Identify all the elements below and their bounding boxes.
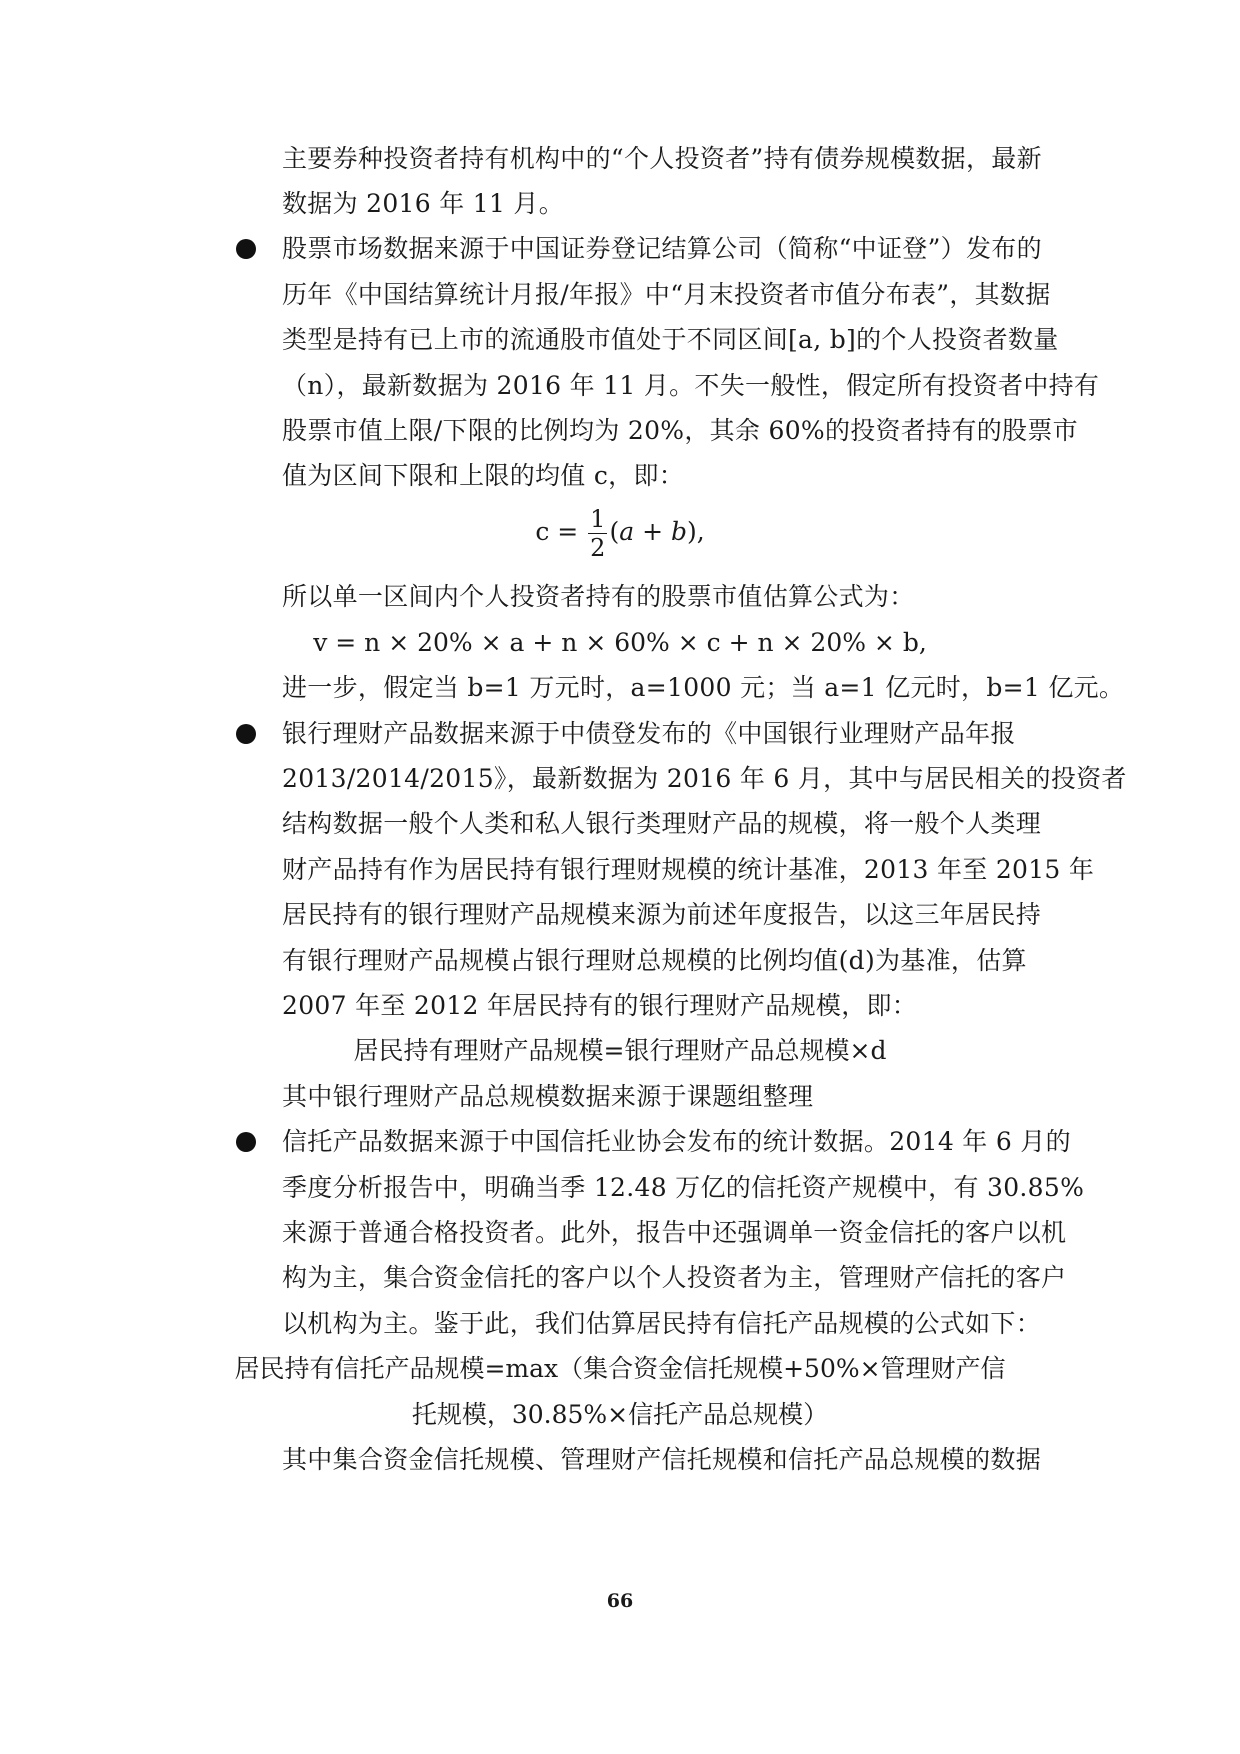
formula-bank-wealth: 居民持有理财产品规模=银行理财产品总规模×d [353, 1036, 887, 1065]
formula-paren-open: ( [609, 517, 620, 546]
text-line: 信托产品数据来源于中国信托业协会发布的统计数据。2014 年 6 月的 [282, 1127, 1071, 1156]
formula-trust: 居民持有信托产品规模=max（集合资金信托规模+50%×管理财产信 [234, 1354, 1006, 1383]
text-line: 季度分析报告中，明确当季 12.48 万亿的信托资产规模中，有 30.85% [282, 1173, 1085, 1202]
text-line: 有银行理财产品规模占银行理财总规模的比例均值(d)为基准，估算 [282, 946, 1027, 975]
text-line: 类型是持有已上市的流通股市值处于不同区间[a, b]的个人投资者数量 [282, 325, 1059, 354]
text-line: 银行理财产品数据来源于中债登发布的《中国银行业理财产品年报 [282, 719, 1016, 748]
formula-plus: + [634, 517, 671, 546]
text-line: 结构数据一般个人类和私人银行类理财产品的规模，将一般个人类理 [282, 809, 1042, 838]
page-number: 66 [606, 1590, 634, 1612]
text-line: 历年《中国结算统计月报/年报》中“月末投资者市值分布表”，其数据 [282, 280, 1051, 309]
formula-v: v = n × 20% × a + n × 60% × c + n × 20% × b, [313, 628, 927, 657]
text-line: 所以单一区间内个人投资者持有的股票市值估算公式为： [282, 582, 915, 611]
text-line: 股票市值上限/下限的比例均为 20%，其余 60%的投资者持有的股票市 [282, 416, 1078, 445]
formula-var-a: a [619, 517, 635, 546]
text-line: 主要券种投资者持有机构中的“个人投资者”持有债券规模数据，最新 [282, 144, 1042, 173]
bullet-icon [236, 724, 256, 744]
text-line: 进一步，假定当 b=1 万元时，a=1000 元；当 a=1 亿元时，b=1 亿元。 [282, 673, 1125, 702]
text-line: 其中集合资金信托规模、管理财产信托规模和信托产品总规模的数据 [282, 1445, 1042, 1474]
text-line: 财产品持有作为居民持有银行理财规模的统计基准，2013 年至 2015 年 [282, 855, 1095, 884]
text-line: 2007 年至 2012 年居民持有的银行理财产品规模，即： [282, 991, 918, 1020]
fraction-numerator: 1 [590, 505, 606, 533]
formula-trust-cont: 托规模，30.85%×信托产品总规模） [411, 1400, 829, 1429]
text-line: 来源于普通合格投资者。此外，报告中还强调单一资金信托的客户以机 [282, 1218, 1067, 1247]
text-line: 2013/2014/2015》，最新数据为 2016 年 6 月，其中与居民相关的投资者 [282, 764, 1127, 793]
fraction-denominator: 2 [590, 534, 606, 562]
formula-lhs: c = [535, 517, 579, 546]
bullet-icon [236, 239, 256, 259]
text-line: 居民持有的银行理财产品规模来源为前述年度报告，以这三年居民持 [282, 900, 1042, 929]
text-line: （n），最新数据为 2016 年 11 月。不失一般性，假定所有投资者中持有 [282, 371, 1100, 400]
text-line: 值为区间下限和上限的均值 c，即： [282, 461, 685, 490]
formula-paren-close: ), [686, 517, 705, 546]
fraction [588, 505, 607, 562]
text-line: 以机构为主。鉴于此，我们估算居民持有信托产品规模的公式如下： [282, 1309, 1042, 1338]
formula-c [0, 505, 1240, 562]
text-line: 构为主，集合资金信托的客户以个人投资者为主，管理财产信托的客户 [282, 1263, 1067, 1292]
formula-var-b: b [670, 517, 687, 546]
bullet-icon [236, 1132, 256, 1152]
text-line: 其中银行理财产品总规模数据来源于课题组整理 [282, 1082, 814, 1111]
text-line: 数据为 2016 年 11 月。 [282, 189, 565, 218]
text-line: 股票市场数据来源于中国证券登记结算公司（简称“中证登”）发布的 [282, 234, 1042, 263]
